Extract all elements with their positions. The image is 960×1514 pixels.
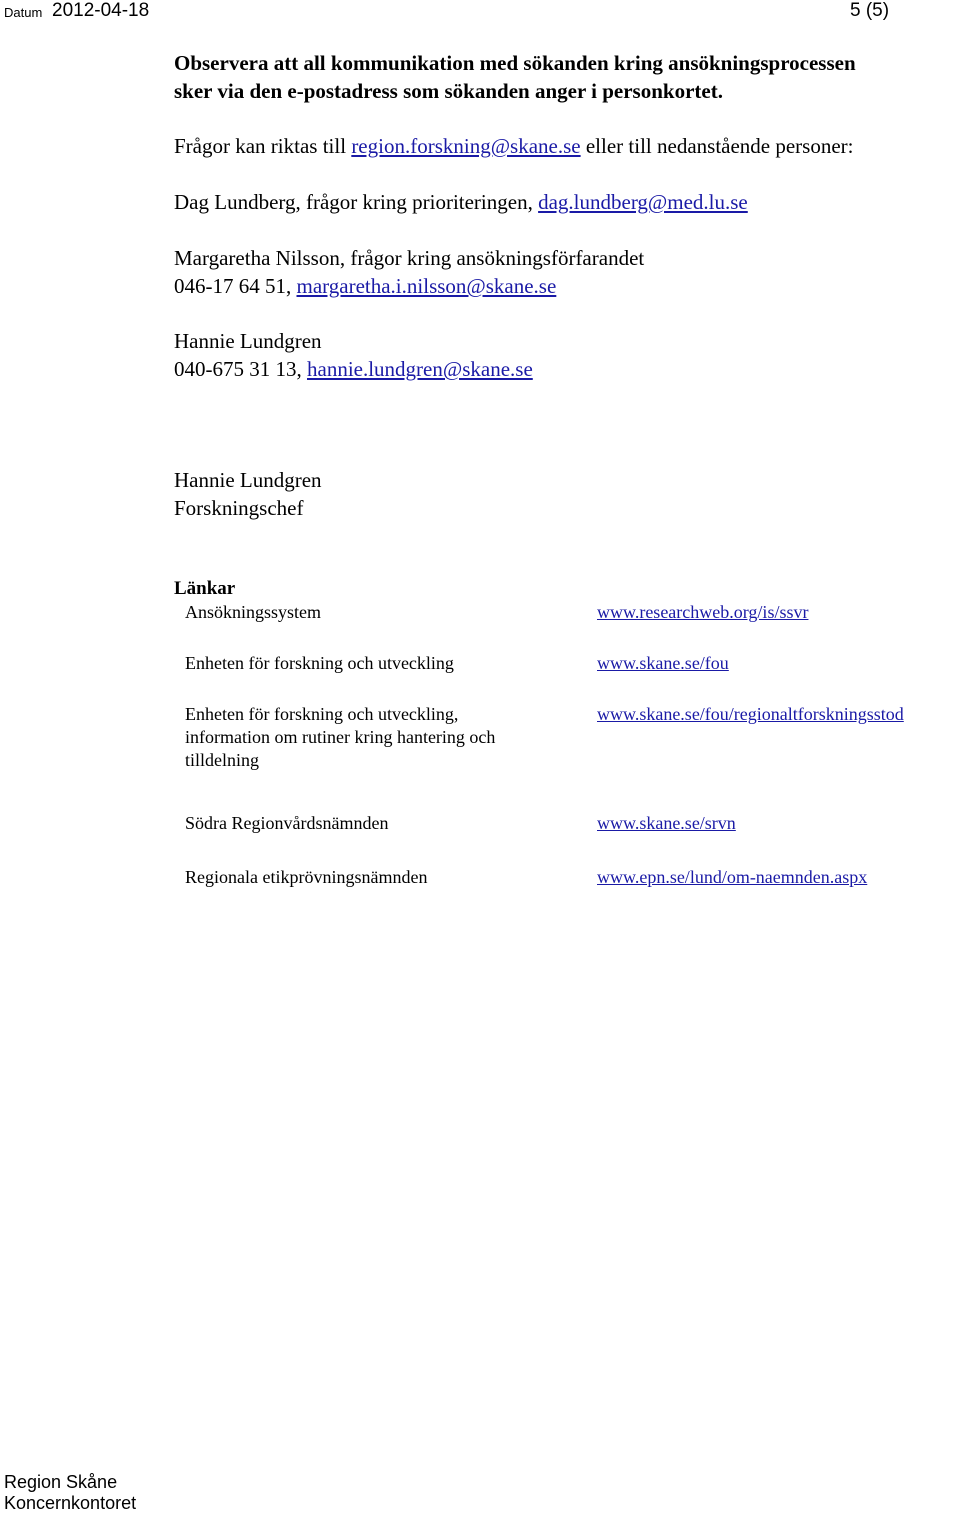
link-label: Ansökningssystem: [185, 602, 322, 622]
signature-name: Hannie Lundgren: [174, 468, 322, 492]
link-label-multiline: [185, 703, 495, 772]
contact-phone: 040-675 31 13,: [174, 357, 307, 381]
questions-suffix: eller till nedanstående personer:: [580, 134, 854, 158]
regionaltforskningsstod-link[interactable]: www.skane.se/fou/regionaltforskningsstod: [597, 704, 904, 724]
link-label-line: tilldelning: [185, 750, 259, 770]
notice-line: sker via den e-postadress som sökanden anger i personkortet.: [174, 79, 723, 103]
questions-paragraph: [174, 132, 854, 160]
contact-margaretha-nilsson: [174, 244, 644, 300]
margaretha-nilsson-email-link[interactable]: margaretha.i.nilsson@skane.se: [296, 274, 557, 298]
link-label-line: Enheten för forskning och utveckling,: [185, 704, 459, 724]
link-label: Regionala etikprövningsnämnden: [185, 867, 428, 887]
link-label-line: information om rutiner kring hantering och: [185, 727, 496, 747]
notice-line: Observera att all kommunikation med sökanden kring ansökningsprocessen: [174, 51, 856, 75]
contact-hannie-lundgren: [174, 327, 533, 383]
contact-text: Margaretha Nilsson, frågor kring ansökningsförfarandet: [174, 246, 645, 270]
link-label: Södra Regionvårdsnämnden: [185, 813, 389, 833]
document-date: 2012-04-18: [52, 0, 150, 21]
dag-lundberg-email-link[interactable]: dag.lundberg@med.lu.se: [538, 190, 748, 214]
contact-phone-line: [174, 272, 644, 300]
notice-paragraph: [174, 49, 856, 105]
skane-srvn-link[interactable]: www.skane.se/srvn: [597, 813, 736, 833]
skane-fou-link[interactable]: www.skane.se/fou: [597, 653, 729, 673]
region-forskning-email-link[interactable]: region.forskning@skane.se: [351, 134, 581, 158]
signature-block: [174, 466, 322, 522]
page-number: 5 (5): [850, 0, 890, 21]
researchweb-link[interactable]: www.researchweb.org/is/ssvr: [597, 602, 809, 622]
contact-phone-line: [174, 355, 533, 383]
links-heading: Länkar: [174, 578, 236, 599]
link-label: Enheten för forskning och utveckling: [185, 653, 454, 673]
contact-phone: 046-17 64 51,: [174, 274, 297, 298]
footer-unit: Koncernkontoret: [4, 1493, 137, 1513]
contact-name: Hannie Lundgren: [174, 329, 322, 353]
epn-lund-link[interactable]: www.epn.se/lund/om-naemnden.aspx: [597, 867, 868, 887]
signature-title: Forskningschef: [174, 496, 304, 520]
contact-text: Dag Lundberg, frågor kring prioriteringen,: [174, 190, 539, 214]
questions-prefix: Frågor kan riktas till: [174, 134, 352, 158]
date-label: Datum: [4, 5, 43, 20]
hannie-lundgren-email-link[interactable]: hannie.lundgren@skane.se: [307, 357, 533, 381]
footer-org: Region Skåne: [4, 1472, 118, 1492]
contact-dag-lundberg: [174, 188, 748, 216]
